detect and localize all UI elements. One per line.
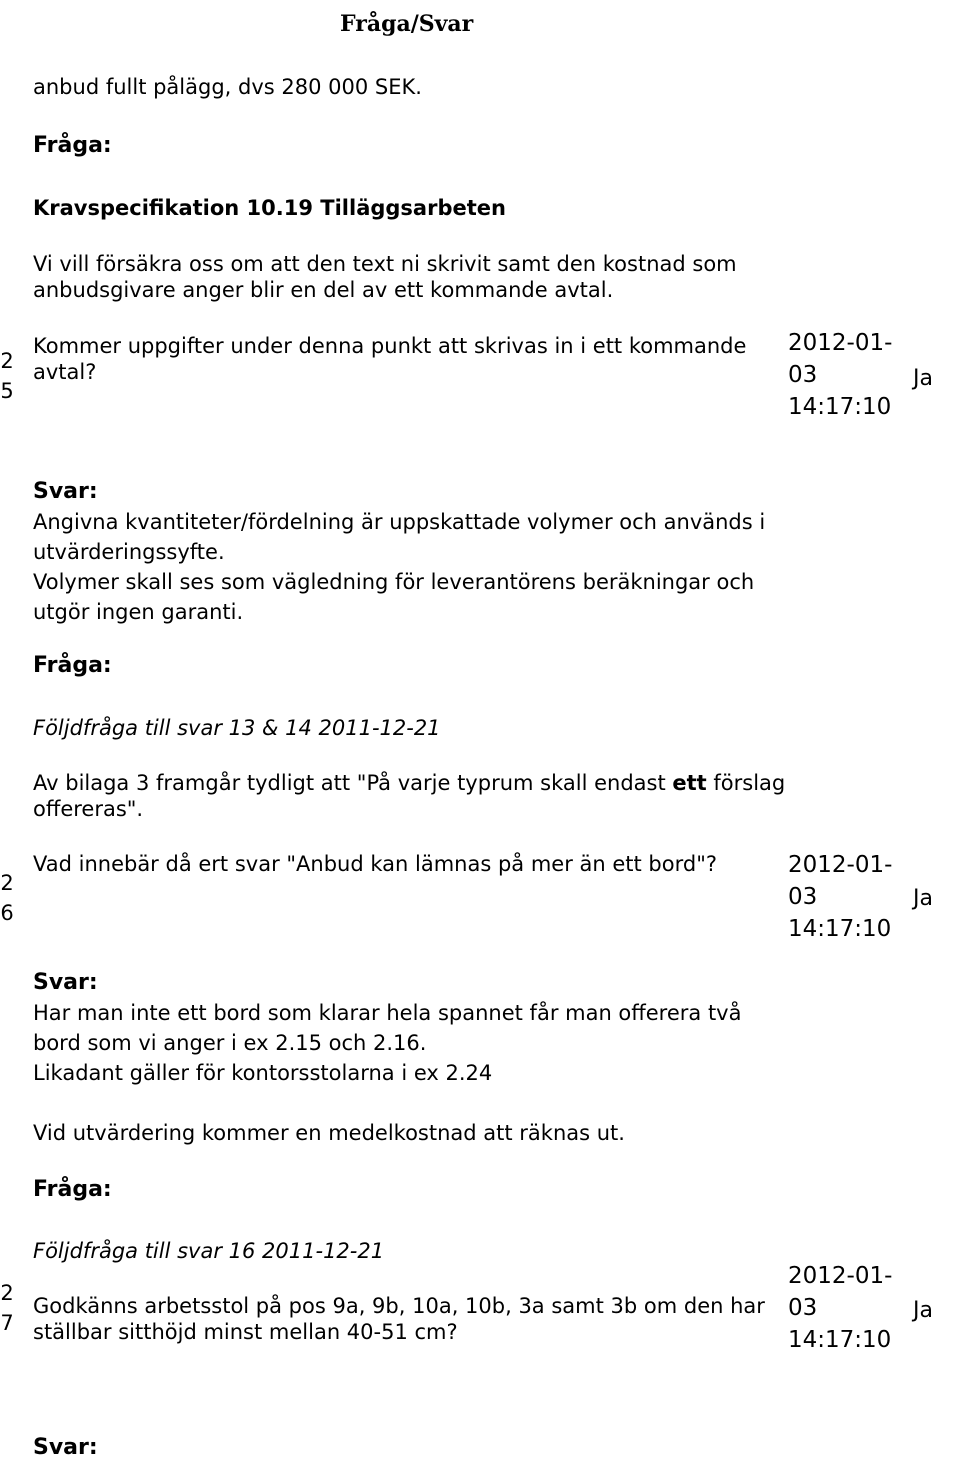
question-paragraph: Godkänns arbetsstol på pos 9a, 9b, 10a, 10b, 3a samt 3b om den har ställbar sitthöjd minst mellan 40-51 cm?: [33, 1294, 765, 1344]
answer-paragraph: Likadant gäller för kontorsstolarna i ex 2.24: [33, 1061, 493, 1085]
question-paragraph: Av bilaga 3 framgår tydligt att "På varje typrum skall endast ett förslag offereras".: [33, 771, 786, 821]
column-header-id: Id: [6, 11, 32, 37]
entry-id: 26: [0, 871, 14, 925]
column-header-last: Läst: [920, 11, 950, 65]
answer-label: Svar:: [33, 1435, 98, 1460]
entry-id: 27: [0, 1281, 14, 1335]
entry-id: 25: [0, 349, 14, 403]
answer-paragraph: Angivna kvantiteter/fördelning är uppskattade volymer och används i utvärderingssyfte.: [33, 510, 766, 564]
question-paragraph: Kommer uppgifter under denna punkt att skrivas in i ett kommande avtal?: [33, 334, 747, 384]
answer-paragraph: Volymer skall ses som vägledning för leverantörens beräkningar och utgör ingen garanti.: [33, 570, 755, 624]
answer-label: Svar:: [33, 970, 98, 995]
question-title: Följdfråga till svar 13 & 14 2011-12-21: [33, 716, 441, 740]
question-paragraph: Vad innebär då ert svar "Anbud kan lämnas på mer än ett bord"?: [33, 852, 718, 876]
question-label: Fråga:: [33, 1177, 112, 1202]
publish-date: 2012-01- 03 14:17:10: [788, 330, 893, 420]
publish-date: 2012-01- 03 14:17:10: [788, 852, 893, 942]
answer-label: Svar:: [33, 479, 98, 504]
read-status: Ja: [913, 1298, 933, 1323]
question-label: Fråga:: [33, 653, 112, 678]
column-header-publicerad: Publicerad: [795, 11, 899, 65]
publish-date: 2012-01- 03 14:17:10: [788, 1263, 893, 1353]
answer-paragraph: Vid utvärdering kommer en medelkostnad att räknas ut.: [33, 1121, 625, 1145]
question-paragraph: Vi vill försäkra oss om att den text ni skrivit samt den kostnad som anbudsgivare anger blir en del av ett kommande avtal.: [33, 252, 737, 302]
read-status: Ja: [913, 366, 933, 391]
question-title: Kravspecifikation 10.19 Tilläggsarbeten: [33, 196, 506, 220]
answer-paragraph: Har man inte ett bord som klarar hela spannet får man offerera två bord som vi anger i ex 2.15 och 2.16.: [33, 1001, 742, 1055]
column-header-qa: Fråga/Svar: [340, 11, 474, 37]
question-title: Följdfråga till svar 16 2011-12-21: [33, 1239, 385, 1263]
previous-answer-tail: anbud fullt pålägg, dvs 280 000 SEK.: [33, 75, 422, 99]
read-status: Ja: [913, 886, 933, 911]
question-label: Fråga:: [33, 133, 112, 158]
